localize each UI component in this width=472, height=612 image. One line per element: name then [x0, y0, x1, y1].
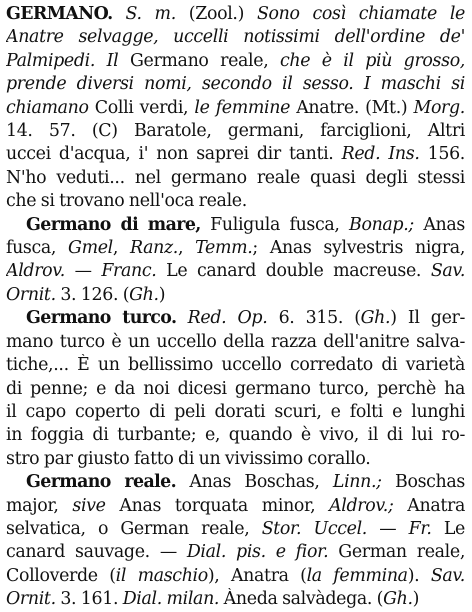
text-segment: il capo coperto di peli dorati scuri, e folti e lunghi — [6, 401, 465, 422]
italic-text: Fr. — [408, 518, 432, 539]
dictionary-entry — [6, 214, 465, 308]
italic-text: il maschio — [115, 565, 208, 586]
italic-text: Gh. — [129, 284, 159, 305]
entry-text-line — [6, 167, 465, 190]
text-segment: (Zool.) — [175, 4, 257, 24]
dictionary-entry — [6, 471, 465, 611]
italic-text: S. m. — [125, 4, 176, 24]
entry-text-line — [6, 97, 465, 120]
text-segment: Anas torquata minor, — [105, 495, 330, 516]
italic-text: Anatre selvagge, uccelli notissimi dell'ordine de' — [6, 27, 465, 48]
headword: Germano turco. — [26, 308, 177, 329]
entry-text-line — [6, 50, 465, 73]
text-segment — [176, 308, 187, 328]
text-segment: Colli verdi, — [88, 97, 195, 118]
italic-text: la femmina — [306, 565, 408, 586]
entry-headline — [6, 214, 465, 237]
text-segment: canard sauvage. — — [6, 542, 187, 563]
italic-text: Ornit. — [6, 589, 56, 610]
text-segment: Le — [431, 518, 465, 539]
text-segment: stro par giusto fatto di un vivissimo corallo. — [6, 448, 371, 469]
entry-text-line — [6, 331, 465, 354]
italic-text: Linn.; — [332, 472, 382, 493]
text-segment: N'ho veduti... nel germano reale quasi degli stessi — [6, 167, 465, 188]
text-segment: tiche,... È un bellissimo uccello corredato di varietà — [6, 355, 465, 376]
entry-text-line — [6, 143, 465, 166]
entry-text-line — [6, 518, 465, 541]
text-segment: ), Anatra ( — [207, 565, 307, 586]
italic-text: Gh. — [383, 589, 413, 610]
text-segment: fusca, — [6, 238, 69, 259]
text-segment: 156. — [419, 144, 465, 165]
headword: Germano reale. — [26, 472, 177, 493]
entry-text-line — [6, 120, 465, 143]
text-segment: German reale, — [328, 542, 465, 563]
headword: GERMANO. — [6, 4, 113, 24]
entry-headline — [6, 3, 465, 26]
text-segment: Anas Boschas, — [176, 472, 333, 493]
entry-text-line — [6, 588, 465, 611]
entry-text-line — [6, 190, 465, 213]
italic-text: Sono così chiamate le — [256, 4, 465, 24]
italic-text: Ranz. — [129, 238, 178, 259]
text-segment: Germano reale, — [118, 50, 280, 71]
entry-text-line — [6, 448, 465, 471]
italic-text: sive — [72, 495, 106, 516]
italic-text: Gmel — [68, 238, 113, 259]
text-segment: ). — [407, 565, 431, 586]
italic-text: Sav. — [430, 565, 465, 586]
italic-text: Bonap.; — [349, 214, 414, 235]
text-segment: major, — [6, 495, 73, 516]
text-segment: Anatra — [393, 495, 465, 516]
italic-text: che è il più grosso, — [279, 50, 465, 71]
text-segment: 3. 126. ( — [55, 284, 130, 305]
italic-text: chiamano — [6, 97, 89, 118]
entry-text-line — [6, 284, 465, 307]
italic-text: Aldrov. — [6, 261, 65, 282]
entry-text-line — [6, 424, 465, 447]
text-segment: 3. 161. — [55, 589, 123, 610]
headword: Germano di mare, — [26, 214, 201, 235]
text-segment: in foggia di turbante; e, quando è vivo, il di lui ro- — [6, 425, 465, 446]
text-segment: uccei d'acqua, i' non saprei dir tanti. — [6, 144, 342, 165]
entry-headline — [6, 307, 465, 330]
text-segment: ) — [158, 284, 166, 305]
text-segment: mano turco è un uccello della razza dell'anitre salva- — [6, 331, 465, 352]
text-segment: che si trovano nell'oca reale. — [6, 191, 247, 212]
entries-container — [6, 3, 465, 612]
text-segment: 14. 57. (C) Baratole, germani, farciglioni, Altri — [6, 121, 465, 142]
text-segment: Boschas — [381, 472, 465, 493]
text-segment: Le canard double macreuse. — [156, 261, 431, 282]
text-segment: — — [366, 518, 409, 539]
entry-text-line — [6, 237, 465, 260]
text-segment: Fuligula fusca, — [200, 214, 350, 235]
italic-text: Aldrov.; — [329, 495, 394, 516]
italic-text: Sav. — [430, 261, 465, 282]
italic-text: Palmipedi. Il — [6, 50, 119, 71]
entry-text-line — [6, 565, 465, 588]
text-segment: Anas — [413, 214, 465, 235]
text-segment — [113, 4, 126, 24]
text-segment: — — [64, 261, 102, 282]
italic-text: Red. Op. — [187, 308, 268, 329]
italic-text: Dial. milan. — [122, 589, 220, 610]
italic-text: Morg. — [413, 97, 465, 118]
entry-text-line — [6, 73, 465, 96]
dictionary-entry — [6, 3, 465, 214]
italic-text: Stor. Uccel. — [261, 518, 367, 539]
entry-text-line — [6, 260, 465, 283]
entry-text-line — [6, 26, 465, 49]
entry-text-line — [6, 401, 465, 424]
text-segment: ) — [412, 589, 420, 610]
entry-text-line — [6, 378, 465, 401]
italic-text: Red. Ins. — [341, 144, 420, 165]
text-segment: ; Anas sylvestris nigra, — [252, 238, 465, 259]
entry-headline — [6, 471, 465, 494]
text-segment: ) Il ger- — [390, 308, 465, 329]
text-segment: , — [112, 238, 130, 259]
italic-text: Dial. pis. e fior. — [186, 542, 329, 563]
italic-text: Gh. — [360, 308, 391, 329]
entry-text-line — [6, 354, 465, 377]
text-segment: Anatre. (Mt.) — [290, 97, 414, 118]
dictionary-entry — [6, 307, 465, 471]
italic-text: Temm. — [195, 238, 253, 259]
text-segment: Àneda salvàdega. ( — [219, 589, 384, 610]
italic-text: prende diversi nomi, secondo il sesso. I maschi si — [6, 74, 465, 95]
italic-text: Franc. — [101, 261, 157, 282]
text-segment: , — [178, 238, 196, 259]
text-segment: 6. 315. ( — [267, 308, 361, 329]
entry-text-line — [6, 541, 465, 564]
italic-text: Ornit. — [6, 284, 56, 305]
entry-text-line — [6, 495, 465, 518]
text-segment: selvatica, o German reale, — [6, 518, 262, 539]
text-segment: di penne; e da noi dicesi germano turco, perchè ha — [6, 378, 465, 399]
text-segment: Colloverde ( — [6, 565, 116, 586]
italic-text: le femmine — [194, 97, 291, 118]
